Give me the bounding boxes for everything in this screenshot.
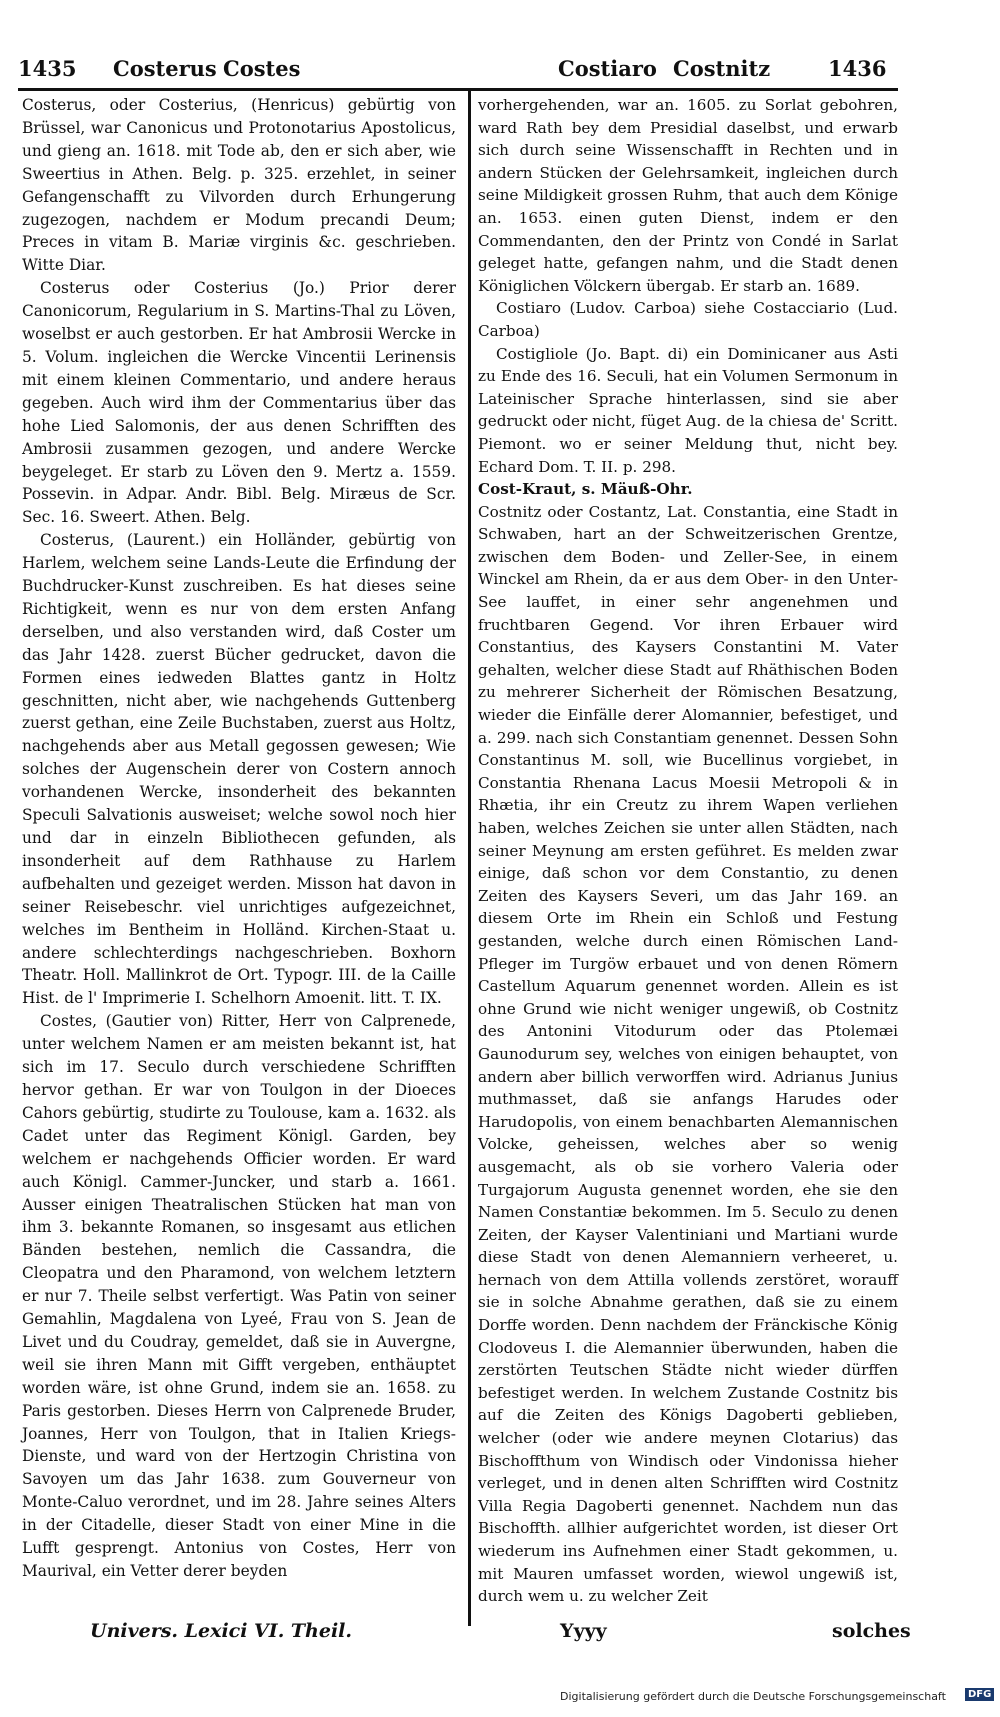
entry-costigliole: Costigliole (Jo. Bapt. di) ein Dominicaner aus Asti zu Ende des 16. Seculi, hat ein Volumen Sermonum in Lateinischer Sprache hinterlassen, sind sie aber gedruckt oder nicht, füget Aug. de la chiesa de' Scritt. Piemont. wo er seiner Meldung thut, nicht bey. Echard Dom. T. II. p. 298. [478,344,898,476]
right-page-number: 1436 [828,56,887,81]
left-column [22,94,456,1583]
entry-costnitz: Costnitz oder Costantz, Lat. Constantia, eine Stadt in Schwaben, hart an der Schweitzerischen Grentze, zwischen dem Boden- und Zeller-See, in einem Winckel am Rhein, da er aus dem Ober- in den Unter-See lauffet, in einer sehr angenehmen und fruchtbaren Gegend. Vor ihren Erbauer wird Constantius, des Kaysers Constantini M. Vater gehalten, welcher diese Stadt auf Rhäthischen Boden zu mehrerer Sicherheit der Römischen Besatzung, wieder die Einfälle derer Alomannier, befestiget, und a. 299. nach sich Constantiam genennet. Dessen Sohn Constantinus M. soll, wie Bucellinus vorgiebet, in Constantia Rhenana Lacus Moesii Metropoli & in Rhætia, ihr ein Creutz zu ihrem Wapen verliehen haben, welches Zeichen sie unter allen Städten, nach seiner Meynung am ersten geführet. Es melden zwar einige, daß schon vor dem Constantio, zu denen Zeiten des Kaysers Severi, um das Jahr 169. an diesem Orte im Rhein ein Schloß und Festung gestanden, welche durch einen Römischen Land-Pfleger im Turgöw erbauet und von denen Römern Castellum Aquarum genennet worden. Allein es ist ohne Grund wie nicht weniger ungewiß, ob Costnitz des Antonini Vitodurum oder das Ptolemæi Gaunodurum sey, welches von einigen behauptet, von andern aber billich verworffen wird. Adrianus Junius muthmasset, daß sie anfangs Harudes oder Harudopolis, von einem benachbarten Alemannischen Volcke, geheissen, welches aber so wenig ausgemacht, als ob sie vorhero Valeria oder Turgajorum Augusta genennet worden, ehe sie den Namen Constantiæ bekommen. Im 5. Seculo zu denen Zeiten, der Kayser Valentiniani und Martiani wurde diese Stadt von denen Alemanniern verheeret, u. hernach von dem Attilla vollends zerstöret, worauff sie in solche Abnahme gerathen, daß sie zu einem Dorffe worden. Denn nachdem der Fränckische König Clodoveus I. die Alemannier überwunden, haben die zerstörten Teutschen Städte nicht wieder dürffen befestiget werden. In welchem Zustande Costnitz bis auf die Zeiten des Königs Dagoberti geblieben, welcher (oder wie andere meynen Clotarius) das Bischoffthum von Windisch oder Vindonissa hieher verleget, und in denen alten Schrifften wird Costnitz Villa Regia Dagoberti genennet. Nachdem nun das Bischoffth. allhier aufgerichtet worden, ist dieser Ort wiederum ins Aufnehmen einer Stadt gekommen, u. mit Mauren umfasset worden, wiewol ungewiß ist, durch wem u. zu welcher Zeit [478,502,898,1606]
digitization-credit: Digitalisierung gefördert durch die Deutsche Forschungsgemeinschaft [560,1690,946,1703]
running-header [18,48,898,82]
right-keyword-2: Costnitz [673,56,771,81]
right-keyword-1: Costiaro [558,56,657,81]
signature-mark: Yyyy [560,1620,607,1642]
left-keyword-2: Costes [223,56,301,81]
entry-cost-kraut: Cost-Kraut, s. Mäuß-Ohr. [478,480,693,499]
entry-costerus-laurent: Costerus, (Laurent.) ein Holländer, gebürtig von Harlem, welchem seine Lands-Leute die Erfindung der Buchdrucker-Kunst zuschreiben. Es hat dieses seine Richtigkeit, wenn es nur von dem ersten Anfang derselben, und also verstanden wird, daß Coster um das Jahr 1428. zuerst Bücher gedrucket, davon die Formen eines iedweden Blattes gantz in Holtz geschnitten, nicht aber, wie nachgehends Guttenberg zuerst gethan, eine Zeile Buchstaben, zuerst aus Holtz, nachgehends aber aus Metall gegossen gewesen; Wie solches der Augenschein derer von Costern annoch vorhandenen Wercke, insonderheit des bekannten Speculi Salvationis ausweiset; welche sowol noch hier und dar in einzeln Bibliothecen gefunden, als insonderheit auf dem Rathhause zu Harlem aufbehalten und gezeiget werden. Misson hat davon in seiner Reisebeschr. viel unrichtiges aufgezeichnet, welches im Bentheim in Holländ. Kirchen-Staat u. andere schlechterdings nachgeschrieben. Boxhorn Theatr. Holl. Mallinkrot de Ort. Typogr. III. de la Caille Hist. de l' Imprimerie I. Schelhorn Amoenit. litt. T. IX. [22,531,456,1008]
entry-costerus-jo: Costerus oder Costerius (Jo.) Prior derer Canonicorum, Regularium in S. Martins-Thal zu Löven, woselbst er auch gestorben. Er hat Ambrosii Wercke in 5. Volum. ingleichen die Wercke Vincentii Lerinensis mit einem kleinen Commentario, und andere heraus gegeben. Auch wird ihm der Commentarius über das hohe Lied Salomonis, der aus denen Schrifften des Ambrosii zusammen gezogen, und andere Wercke beygeleget. Er starb zu Löven den 9. Mertz a. 1559. Possevin. in Adpar. Andr. Bibl. Belg. Miræus de Scr. Sec. 16. Sweert. Athen. Belg. [22,279,456,527]
dfg-logo: DFG [965,1688,994,1701]
column-divider [468,91,471,1626]
entry-costes-gautier: Costes, (Gautier von) Ritter, Herr von Calprenede, unter welchem Namen er am meisten bekannt ist, hat sich im 17. Seculo durch verschiedene Schrifften hervor gethan. Er war von Toulgon in der Dioeces Cahors gebürtig, studirte zu Toulouse, kam a. 1632. als Cadet unter das Regiment Königl. Garden, bey welchem er nachgehends Officier worden. Er ward auch Königl. Cammer-Juncker, und starb a. 1661. Ausser einigen Theatralischen Stücken hat man von ihm 3. bekannte Romanen, so insgesamt aus etlichen Bänden bestehen, nemlich die Cassandra, die Cleopatra und den Pharamond, von welchem letztern er nur 7. Theile selbst verfertigt. Was Patin von seiner Gemahlin, Magdalena von Lyeé, Frau von S. Jean de Livet und du Coudray, gemeldet, daß sie in Auvergne, weil sie ihren Mann mit Gifft vergeben, enthäuptet worden wäre, ist ohne Grund, indem sie an. 1658. zu Paris gestorben. Dieses Herrn von Calprenede Bruder, Joannes, Herr von Toulgon, that in Italien Kriegs-Dienste, und ward von der Hertzogin Christina von Savoyen um das Jahr 1638. zum Gouverneur von Monte-Caluo verordnet, und im 28. Jahre seines Alters in der Citadelle, dieser Stadt von einer Mine in die Lufft gesprengt. Antonius von Costes, Herr von Maurival, ein Vetter derer beyden [22,1012,456,1580]
entry-continuation: vorhergehenden, war an. 1605. zu Sorlat gebohren, ward Rath bey dem Presidial daselbst, und erwarb sich durch seine Wissenschafft in Rechten und in andern Stücken der Gelehrsamkeit, ingleichen durch seine Mildigkeit grossen Ruhm, that auch dem Könige an. 1653. einen guten Dienst, indem er den Commendanten, den der Printz von Condé in Sarlat geleget hatte, gefangen nahm, und die Stadt denen Königlichen Völckern übergab. Er starb an. 1689. [478,96,898,295]
volume-footer: Univers. Lexici VI. Theil. [90,1620,353,1642]
entry-costiaro: Costiaro (Ludov. Carboa) siehe Costacciario (Lud. Carboa) [478,299,898,340]
left-page-number: 1435 [18,56,77,81]
catchword: solches [832,1620,911,1642]
right-column [478,94,898,1608]
header-rule [18,88,898,91]
left-keyword-1: Costerus [113,56,217,81]
entry-costerus-henricus: Costerus, oder Costerius, (Henricus) gebürtig von Brüssel, war Canonicus und Protonotarius Apostolicus, und gieng an. 1618. mit Tode ab, den er sich aber, wie Sweertius in Athen. Belg. p. 325. erzehlet, in seiner Gefangenschafft zu Vilvorden durch Erhungerung zugezogen, nachdem er Modum precandi Deum; Preces in vitam B. Mariæ virginis &c. geschrieben. Witte Diar. [22,96,456,275]
